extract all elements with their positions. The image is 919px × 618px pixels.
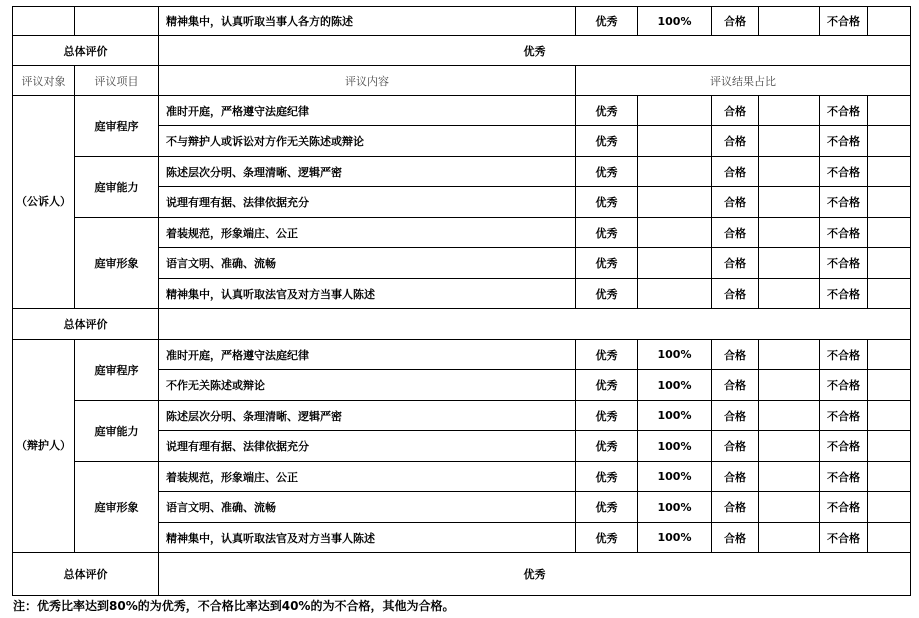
- content-cell: 精神集中，认真听取当事人各方的陈述: [159, 7, 576, 36]
- cell: [868, 431, 911, 462]
- cell: [868, 523, 911, 553]
- pass-cell: 合格: [712, 370, 759, 401]
- pass-cell: 合格: [712, 96, 759, 126]
- cell: [759, 492, 820, 523]
- percent-cell: [638, 279, 712, 309]
- pass-cell: 合格: [712, 157, 759, 187]
- cell: [759, 96, 820, 126]
- fail-cell: 不合格: [820, 279, 868, 309]
- fail-cell: 不合格: [820, 370, 868, 401]
- table-row: [13, 96, 911, 126]
- excellent-cell: 优秀: [576, 340, 638, 370]
- pass-cell: 合格: [712, 462, 759, 492]
- fail-cell: 不合格: [820, 340, 868, 370]
- table-row: [13, 218, 911, 248]
- percent-cell: [638, 187, 712, 218]
- pass-cell: 合格: [712, 7, 759, 36]
- pass-cell: 合格: [712, 248, 759, 279]
- fail-cell: 不合格: [820, 401, 868, 431]
- overall-row: [13, 553, 911, 596]
- percent-cell: 100%: [638, 492, 712, 523]
- content-cell: 说理有理有据、法律依据充分: [159, 187, 576, 218]
- percent-cell: [638, 248, 712, 279]
- content-cell: 精神集中，认真听取法官及对方当事人陈述: [159, 523, 576, 553]
- cell: [868, 401, 911, 431]
- excellent-cell: 优秀: [576, 187, 638, 218]
- pass-cell: 合格: [712, 187, 759, 218]
- cell: [868, 157, 911, 187]
- footnote: 注：优秀比率达到80%的为优秀，不合格比率达到40%的为不合格，其他为合格。: [13, 599, 455, 613]
- cell: [759, 248, 820, 279]
- fail-cell: 不合格: [820, 523, 868, 553]
- percent-cell: 100%: [638, 7, 712, 36]
- header-result: 评议结果占比: [576, 66, 911, 96]
- cell: [759, 462, 820, 492]
- content-cell: 陈述层次分明、条理清晰、逻辑严密: [159, 401, 576, 431]
- cell: [759, 523, 820, 553]
- cell: [868, 462, 911, 492]
- percent-cell: 100%: [638, 523, 712, 553]
- cell: [13, 7, 75, 36]
- header-content: 评议内容: [159, 66, 576, 96]
- excellent-cell: 优秀: [576, 279, 638, 309]
- evaluation-item: 庭审能力: [75, 401, 159, 462]
- pass-cell: 合格: [712, 492, 759, 523]
- overall-row: [13, 309, 911, 340]
- cell: [868, 279, 911, 309]
- evaluation-item: 庭审程序: [75, 96, 159, 157]
- pass-cell: 合格: [712, 523, 759, 553]
- excellent-cell: 优秀: [576, 126, 638, 157]
- evaluation-item: 庭审程序: [75, 340, 159, 401]
- cell: [759, 157, 820, 187]
- content-cell: 语言文明、准确、流畅: [159, 492, 576, 523]
- cell: [759, 340, 820, 370]
- table-row: [13, 340, 911, 370]
- cell: [868, 492, 911, 523]
- cell: [759, 126, 820, 157]
- header-object: 评议对象: [13, 66, 75, 96]
- overall-label: 总体评价: [13, 36, 159, 66]
- evaluation-item: 庭审能力: [75, 157, 159, 218]
- overall-label: 总体评价: [13, 553, 159, 596]
- content-cell: 准时开庭，严格遵守法庭纪律: [159, 340, 576, 370]
- header-item: 评议项目: [75, 66, 159, 96]
- cell: [75, 7, 159, 36]
- overall-value: 优秀: [159, 553, 911, 596]
- percent-cell: [638, 96, 712, 126]
- content-cell: 陈述层次分明、条理清晰、逻辑严密: [159, 157, 576, 187]
- excellent-cell: 优秀: [576, 96, 638, 126]
- fail-cell: 不合格: [820, 96, 868, 126]
- percent-cell: [638, 126, 712, 157]
- cell: [868, 370, 911, 401]
- content-cell: 准时开庭，严格遵守法庭纪律: [159, 96, 576, 126]
- cell: [759, 279, 820, 309]
- fail-cell: 不合格: [820, 7, 868, 36]
- fail-cell: 不合格: [820, 462, 868, 492]
- fail-cell: 不合格: [820, 492, 868, 523]
- cell: [868, 218, 911, 248]
- cell: [868, 187, 911, 218]
- evaluation-table: [12, 6, 911, 596]
- excellent-cell: 优秀: [576, 157, 638, 187]
- excellent-cell: 优秀: [576, 431, 638, 462]
- table-row: [13, 462, 911, 492]
- excellent-cell: 优秀: [576, 7, 638, 36]
- percent-cell: 100%: [638, 340, 712, 370]
- percent-cell: 100%: [638, 401, 712, 431]
- evaluation-object: （公诉人）: [13, 96, 75, 309]
- fail-cell: 不合格: [820, 431, 868, 462]
- evaluation-item: 庭审形象: [75, 218, 159, 309]
- cell: [868, 126, 911, 157]
- excellent-cell: 优秀: [576, 523, 638, 553]
- cell: [868, 7, 911, 36]
- pass-cell: 合格: [712, 401, 759, 431]
- pass-cell: 合格: [712, 279, 759, 309]
- overall-value: 优秀: [159, 36, 911, 66]
- table-row: [13, 7, 911, 36]
- header-row: [13, 66, 911, 96]
- excellent-cell: 优秀: [576, 370, 638, 401]
- table-row: [13, 157, 911, 187]
- excellent-cell: 优秀: [576, 218, 638, 248]
- cell: [868, 248, 911, 279]
- content-cell: 说理有理有据、法律依据充分: [159, 431, 576, 462]
- content-cell: 不与辩护人或诉讼对方作无关陈述或辩论: [159, 126, 576, 157]
- fail-cell: 不合格: [820, 218, 868, 248]
- cell: [759, 187, 820, 218]
- percent-cell: [638, 157, 712, 187]
- cell: [759, 401, 820, 431]
- content-cell: 着装规范，形象端庄、公正: [159, 218, 576, 248]
- pass-cell: 合格: [712, 431, 759, 462]
- fail-cell: 不合格: [820, 187, 868, 218]
- percent-cell: [638, 218, 712, 248]
- percent-cell: 100%: [638, 431, 712, 462]
- evaluation-object: （辩护人）: [13, 340, 75, 553]
- cell: [759, 370, 820, 401]
- pass-cell: 合格: [712, 126, 759, 157]
- content-cell: 着装规范，形象端庄、公正: [159, 462, 576, 492]
- overall-row: [13, 36, 911, 66]
- excellent-cell: 优秀: [576, 462, 638, 492]
- pass-cell: 合格: [712, 218, 759, 248]
- percent-cell: 100%: [638, 462, 712, 492]
- content-cell: 精神集中，认真听取法官及对方当事人陈述: [159, 279, 576, 309]
- cell: [759, 431, 820, 462]
- percent-cell: 100%: [638, 370, 712, 401]
- overall-value: [159, 309, 911, 340]
- excellent-cell: 优秀: [576, 492, 638, 523]
- fail-cell: 不合格: [820, 248, 868, 279]
- cell: [759, 7, 820, 36]
- excellent-cell: 优秀: [576, 248, 638, 279]
- table-row: [13, 401, 911, 431]
- fail-cell: 不合格: [820, 157, 868, 187]
- cell: [868, 96, 911, 126]
- overall-label: 总体评价: [13, 309, 159, 340]
- excellent-cell: 优秀: [576, 401, 638, 431]
- content-cell: 语言文明、准确、流畅: [159, 248, 576, 279]
- cell: [868, 340, 911, 370]
- evaluation-item: 庭审形象: [75, 462, 159, 553]
- fail-cell: 不合格: [820, 126, 868, 157]
- cell: [759, 218, 820, 248]
- content-cell: 不作无关陈述或辩论: [159, 370, 576, 401]
- pass-cell: 合格: [712, 340, 759, 370]
